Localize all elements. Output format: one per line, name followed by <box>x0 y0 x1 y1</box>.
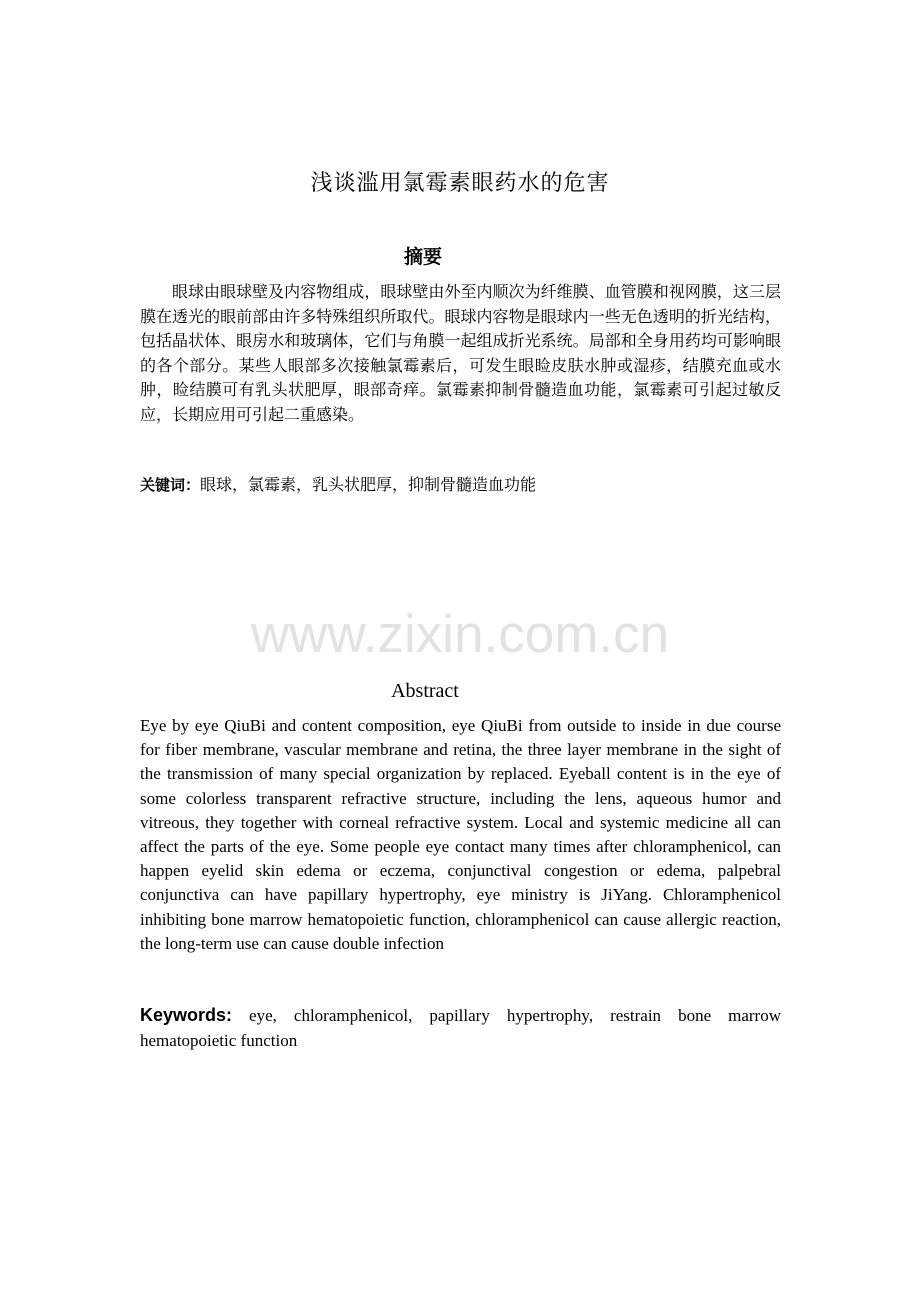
keywords-en-value: eye, chloramphenicol, papillary hypertrophy, restrain bone marrow hematopoietic function <box>140 1006 781 1050</box>
abstract-heading-cn: 摘要 <box>403 246 442 268</box>
keywords-en-label: Keywords <box>140 1005 227 1025</box>
abstract-body-en: Eye by eye QiuBi and content composition, eye QiuBi from outside to inside in due course for fiber membrane, vascular membrane and retina, the three layer membrane in the sight of the transmission of many special organization by replaced. Eyeball content is in the eye of some colorless transparent refractive structure, including the lens, aqueous humor and vitreous, they together with corneal refractive system. Local and systemic medicine all can affect the parts of the eye. Some people eye contact many times after chloramphenicol, can happen eyelid skin edema or eczema, conjunctival congestion or edema, palpebral conjunctiva can have papillary hypertrophy, eye ministry is JiYang. Chloramphenicol inhibiting bone marrow hematopoietic function, chloramphenicol can cause allergic reaction, the long-term use can cause double infection <box>140 716 781 953</box>
abstract-heading-en: Abstract <box>391 680 459 702</box>
keywords-cn-label: 关键词 <box>140 476 186 494</box>
abstract-body-cn: 眼球由眼球壁及内容物组成，眼球壁由外至内顺次为纤维膜、血管膜和视网膜，这三层膜在透光的眼前部由许多特殊组织所取代。眼球内容物是眼球内一些无色透明的折光结构，包括晶状体、眼房水和玻璃体，它们与角膜一起组成折光系统。局部和全身用药均可影响眼的各个部分。某些人眼部多次接触氯霉素后，可发生眼睑皮肤水肿或湿疹，结膜充血或水肿，睑结膜可有乳头状肥厚，眼部奇痒。氯霉素抑制骨髓造血功能，氯霉素可引起过敏反应，长期应用可引起二重感染。 <box>140 282 781 424</box>
keywords-cn-value: 眼球，氯霉素，乳头状肥厚，抑制骨髓造血功能 <box>200 475 537 494</box>
keywords-cn-separator: ： <box>185 476 201 494</box>
keywords-cn <box>140 473 781 497</box>
watermark: www.zixin.com.cn <box>250 605 670 664</box>
document-title: 浅谈滥用氯霉素眼药水的危害 <box>310 171 610 196</box>
keywords-en-separator: : <box>226 1005 233 1025</box>
keywords-en <box>140 1003 781 1053</box>
